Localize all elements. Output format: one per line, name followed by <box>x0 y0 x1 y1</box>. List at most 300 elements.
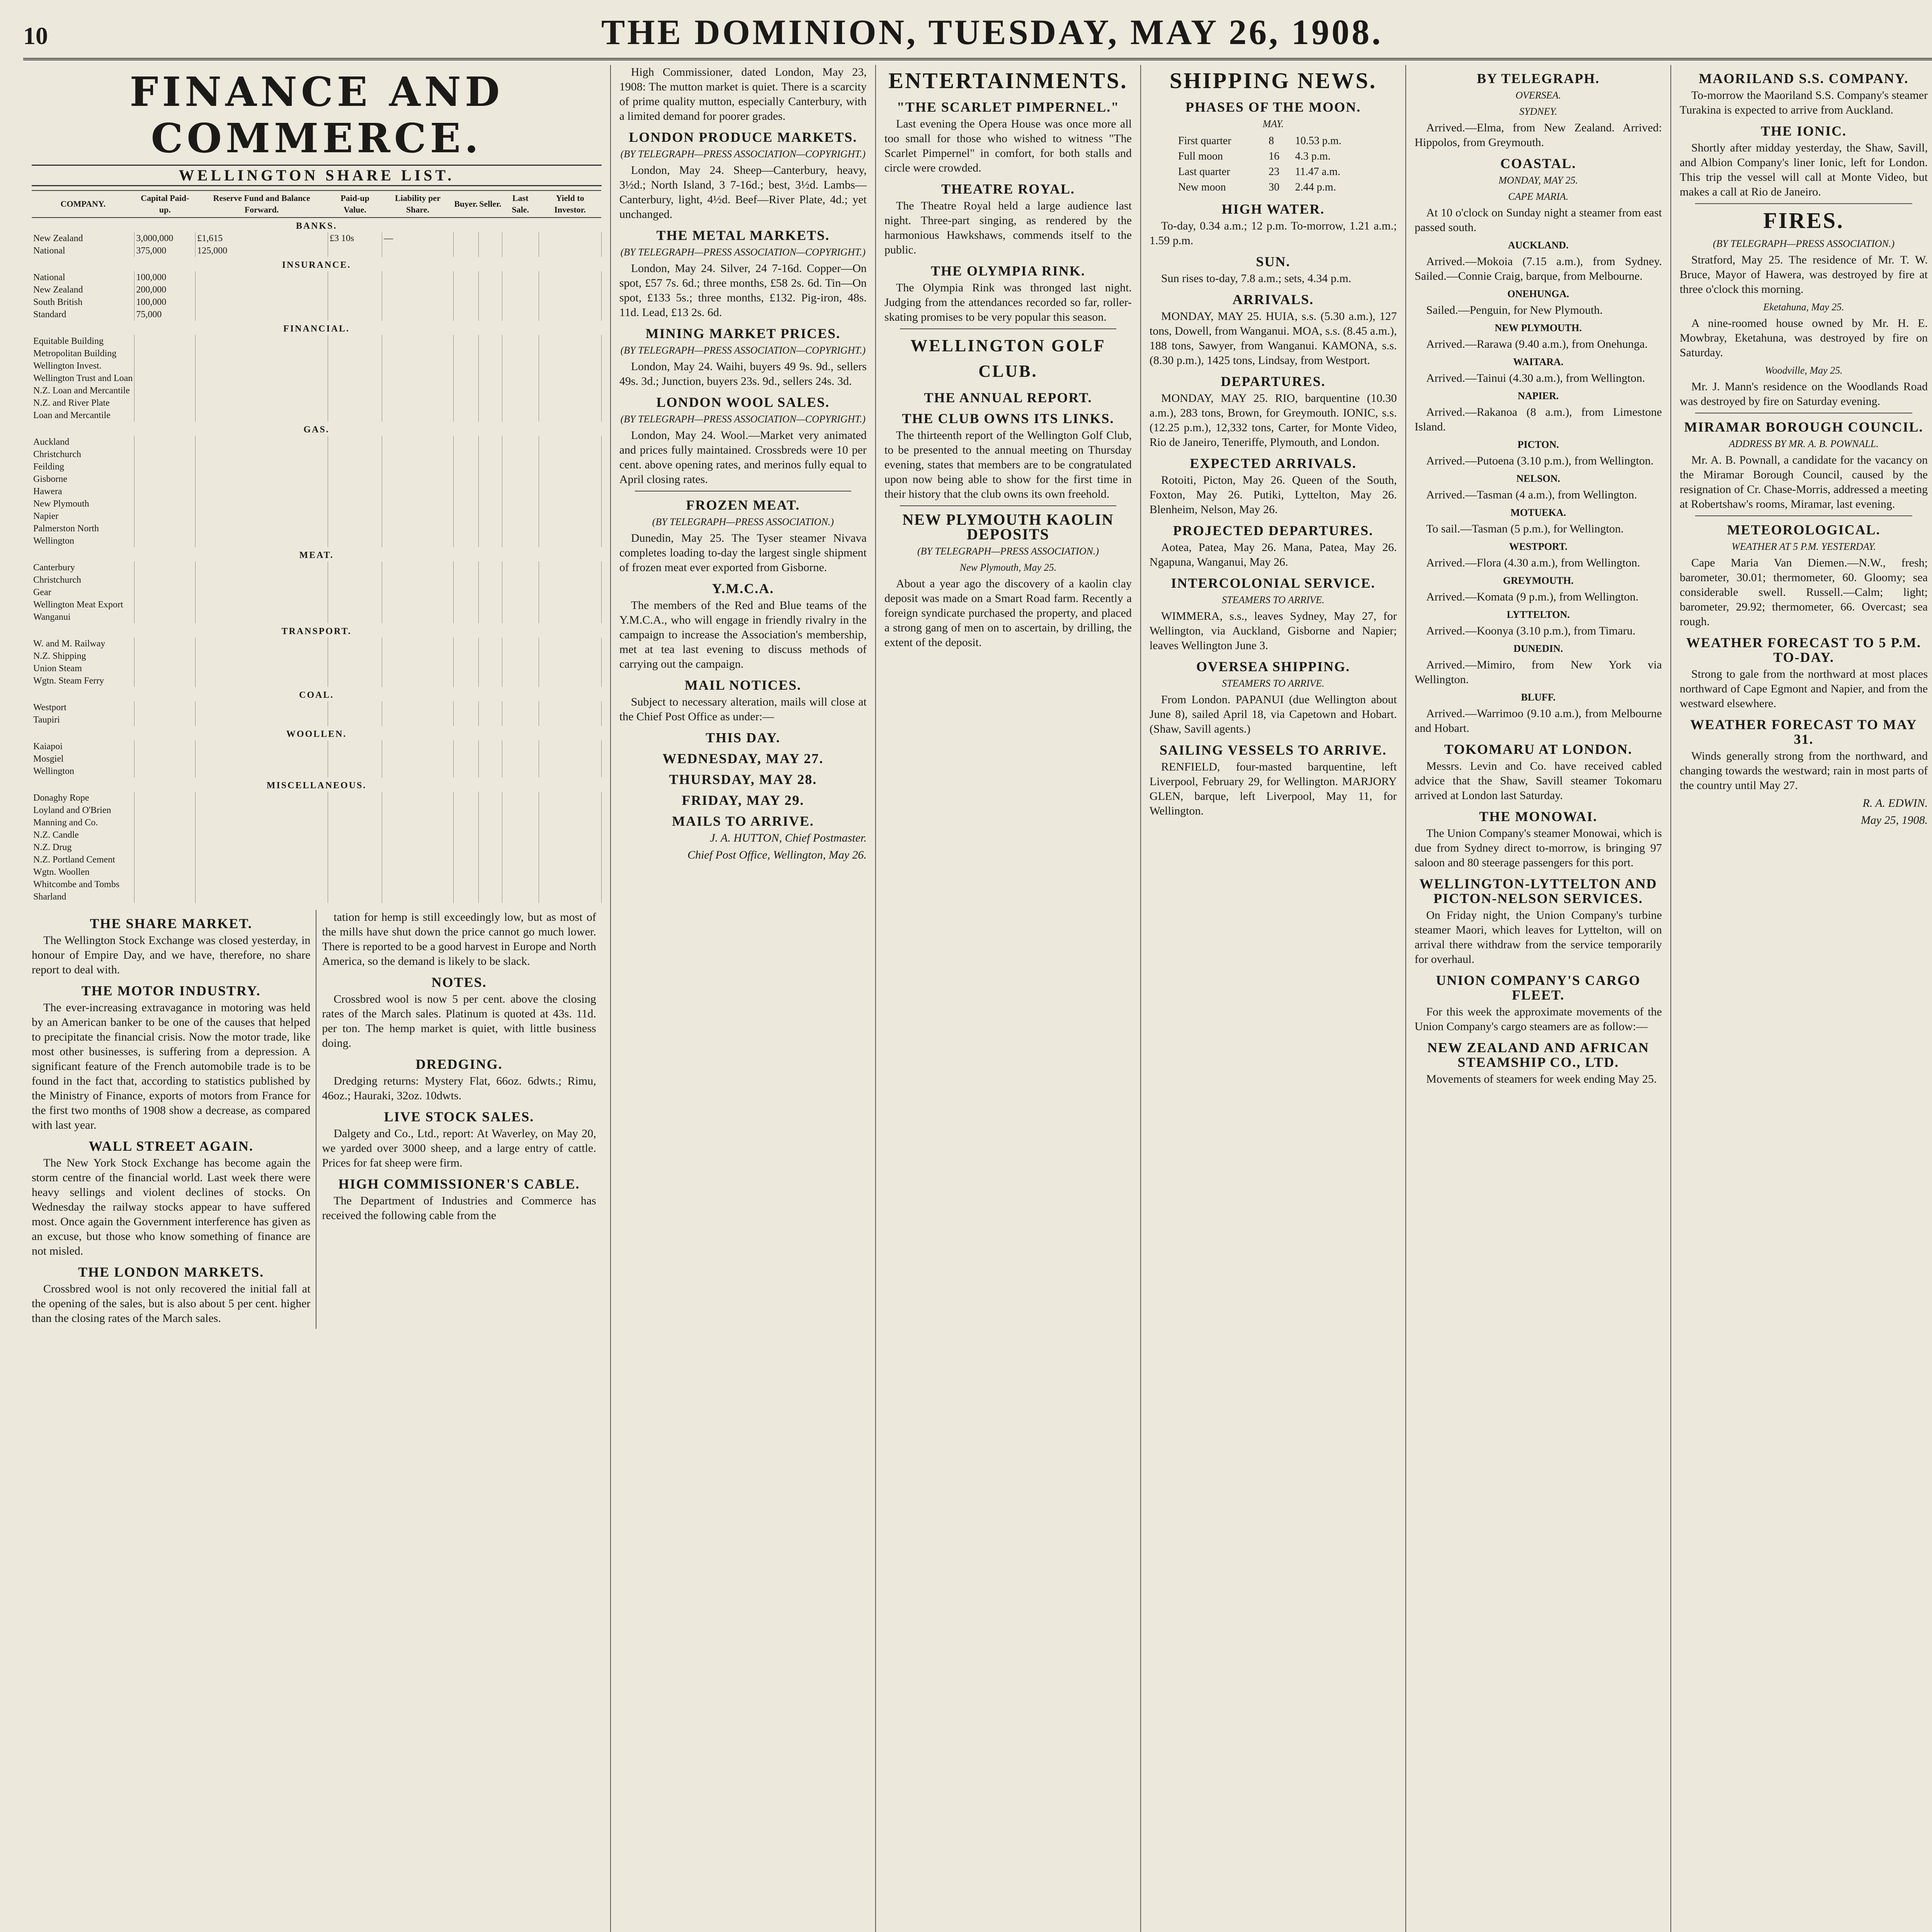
share-value-cell <box>502 650 539 662</box>
share-value-cell <box>134 753 196 765</box>
company-name-cell: Feilding <box>32 461 134 473</box>
oversea-sub: STEAMERS TO ARRIVE. <box>1222 678 1325 689</box>
port-name: DUNEDIN. <box>1514 643 1563 654</box>
share-value-cell <box>328 816 382 829</box>
share-value-cell <box>134 611 196 623</box>
share-value-cell <box>453 854 478 866</box>
share-value-cell <box>453 284 478 296</box>
expected-arrivals-text: Rotoiti, Picton, May 26. Queen of the South, Foxton, May 26. Putiki, Lyttelton, May 26. Blenheim, Nelson, May 26. <box>1149 474 1397 516</box>
company-name-cell: Gear <box>32 586 134 599</box>
share-value-cell <box>453 574 478 586</box>
share-value-cell <box>539 675 601 687</box>
telegraph-cape-maria-text: At 10 o'clock on Sunday night a steamer from east passed south. <box>1414 206 1662 234</box>
share-value-cell <box>196 586 328 599</box>
share-value-cell <box>196 714 328 726</box>
share-value-cell <box>478 611 502 623</box>
share-value-cell <box>539 308 601 321</box>
misc-column <box>1671 65 1932 1932</box>
pimpernel-heading: "THE SCARLET PIMPERNEL." <box>896 99 1120 115</box>
share-value-cell <box>478 245 502 257</box>
share-value-cell: 100,000 <box>134 271 196 284</box>
port-reports <box>1415 238 1662 736</box>
telegraph-sydney: SYDNEY. <box>1519 106 1557 117</box>
finance-articles <box>32 910 602 1329</box>
share-value-cell <box>196 740 328 753</box>
share-value-cell <box>196 372 328 384</box>
share-value-cell <box>328 792 382 804</box>
share-value-cell <box>134 650 196 662</box>
port-report-text: Arrived.—Mokoia (7.15 a.m.), from Sydney. Sailed.—Connie Craig, barque, from Melbourne. <box>1414 255 1662 282</box>
share-value-cell <box>539 841 601 854</box>
postmaster-signature: J. A. HUTTON, Chief Postmaster. <box>710 832 867 844</box>
share-category-label: GAS. <box>303 425 330 435</box>
company-name-cell: Loan and Mercantile <box>32 409 134 422</box>
oversea-text: From London. PAPANUI (due Wellington about June 8), sailed April 18, via Capetown and Hobart. (Shaw, Savill agents.) <box>1149 693 1397 735</box>
share-value-cell <box>328 611 382 623</box>
share-value-cell <box>502 675 539 687</box>
share-value-cell <box>453 510 478 522</box>
share-value-cell <box>328 461 382 473</box>
miramar-sub: ADDRESS BY MR. A. B. POWNALL. <box>1729 438 1879 449</box>
share-value-cell <box>382 714 454 726</box>
share-value-cell <box>453 675 478 687</box>
company-name-cell: Gisborne <box>32 473 134 485</box>
share-value-cell <box>478 335 502 347</box>
share-value-cell <box>502 522 539 535</box>
share-category-label: FINANCIAL. <box>283 324 350 334</box>
metal-text: London, May 24. Silver, 24 7-16d. Copper—On spot, £57 7s. 6d.; three months, £58 2s. 6d. Tin—On spot, £133 5s.; three months, £132. Pig-iron, 48s. 11d. Lead, £13 2s. 6d. <box>619 262 867 319</box>
share-value-cell: £3 10s <box>328 232 382 245</box>
share-value-cell <box>453 498 478 510</box>
company-name-cell: Christchurch <box>32 574 134 586</box>
share-value-cell <box>382 522 454 535</box>
finance-articles-left <box>32 910 316 1329</box>
share-value-cell <box>328 638 382 650</box>
table-row <box>32 473 601 485</box>
table-row <box>32 360 601 372</box>
woodville-text: Mr. J. Mann's residence on the Woodlands Road was destroyed by fire on Saturday evening. <box>1679 380 1928 408</box>
port-name: WAITARA. <box>1513 356 1564 367</box>
share-value-cell <box>196 891 328 903</box>
share-category-row <box>32 777 601 792</box>
share-value-cell <box>196 409 328 422</box>
company-name-cell: N.Z. and River Plate <box>32 397 134 409</box>
share-category-label: INSURANCE. <box>282 260 351 270</box>
dredging-heading: DREDGING. <box>415 1056 503 1072</box>
share-value-cell: 3,000,000 <box>134 232 196 245</box>
port-name: NELSON. <box>1516 473 1560 484</box>
table-row <box>32 586 601 599</box>
share-value-cell <box>134 829 196 841</box>
share-value-cell <box>134 335 196 347</box>
moon-phase-cell: 23 <box>1269 166 1280 178</box>
company-name-cell: Metropolitan Building <box>32 347 134 360</box>
share-value-cell <box>328 829 382 841</box>
company-name-cell: Equitable Building <box>32 335 134 347</box>
share-value-cell <box>453 866 478 878</box>
moon-table <box>1174 133 1372 196</box>
share-value-cell <box>382 372 454 384</box>
share-value-cell <box>134 372 196 384</box>
share-value-cell <box>502 574 539 586</box>
share-value-cell <box>134 841 196 854</box>
share-value-cell <box>502 372 539 384</box>
table-row <box>32 574 601 586</box>
share-value-cell <box>382 599 454 611</box>
share-value-cell <box>453 397 478 409</box>
company-name-cell: National <box>32 245 134 257</box>
table-row <box>32 397 601 409</box>
table-row <box>32 816 601 829</box>
share-value-cell <box>328 284 382 296</box>
moon-phase-cell: 4.3 p.m. <box>1295 150 1331 162</box>
company-name-cell: N.Z. Shipping <box>32 650 134 662</box>
share-value-cell <box>196 498 328 510</box>
company-name-cell: Manning and Co. <box>32 816 134 829</box>
share-value-cell <box>134 574 196 586</box>
share-value-cell <box>539 662 601 675</box>
london-markets-heading: THE LONDON MARKETS. <box>78 1264 264 1280</box>
wool-text: London, May 24. Wool.—Market very animated and prices fully maintained. Crossbreds were 10 per cent. above opening rates, and merinos fully equal to April closing rates. <box>619 429 867 486</box>
company-name-cell: Auckland <box>32 436 134 448</box>
share-value-cell <box>478 638 502 650</box>
share-value-cell <box>134 436 196 448</box>
share-category-row <box>32 623 601 638</box>
port-name: GREYMOUTH. <box>1503 575 1574 586</box>
share-value-cell <box>134 384 196 397</box>
share-column-header: Last Sale. <box>502 190 539 218</box>
port-report-text: Arrived.—Tasman (4 a.m.), from Wellington. <box>1426 488 1637 501</box>
live-stock-text: Dalgety and Co., Ltd., report: At Waverley, on May 20, we yarded over 3000 sheep, and a large entry of cattle. Prices for fat sheep were firm. <box>322 1127 596 1169</box>
share-value-cell <box>453 714 478 726</box>
share-value-cell <box>196 436 328 448</box>
share-value-cell <box>382 866 454 878</box>
table-row <box>32 829 601 841</box>
share-value-cell <box>453 522 478 535</box>
share-value-cell <box>196 638 328 650</box>
share-value-cell <box>134 498 196 510</box>
share-category-row <box>32 547 601 561</box>
share-value-cell <box>478 675 502 687</box>
share-value-cell <box>196 675 328 687</box>
share-category-label: MISCELLANEOUS. <box>266 781 367 791</box>
share-value-cell <box>196 574 328 586</box>
share-value-cell <box>453 436 478 448</box>
share-table-header <box>32 190 601 218</box>
share-value-cell <box>478 308 502 321</box>
share-value-cell <box>382 461 454 473</box>
share-value-cell <box>453 473 478 485</box>
table-row <box>32 792 601 804</box>
port-report-text: Arrived.—Flora (4.30 a.m.), from Wellington. <box>1426 556 1640 569</box>
share-value-cell <box>134 740 196 753</box>
company-name-cell: South British <box>32 296 134 308</box>
share-value-cell <box>328 662 382 675</box>
share-value-cell <box>478 714 502 726</box>
share-value-cell <box>382 360 454 372</box>
share-value-cell <box>134 397 196 409</box>
moon-phase-row <box>1175 149 1371 164</box>
share-value-cell <box>539 510 601 522</box>
eketahuna-text: A nine-roomed house owned by Mr. H. E. Mowbray, Eketahuna, was destroyed by fire on Saturday. <box>1679 317 1928 359</box>
divider <box>635 491 851 492</box>
table-row <box>32 878 601 891</box>
oversea-heading: OVERSEA SHIPPING. <box>1196 659 1350 674</box>
share-value-cell <box>382 535 454 547</box>
dredging-text: Dredging returns: Mystery Flat, 66oz. 6dwts.; Rimu, 46oz.; Hauraki, 32oz. 10dwts. <box>322 1075 596 1102</box>
share-value-cell <box>328 397 382 409</box>
share-value-cell <box>382 753 454 765</box>
moon-phase-cell: 10.53 p.m. <box>1295 135 1342 147</box>
company-name-cell: N.Z. Loan and Mercantile <box>32 384 134 397</box>
share-value-cell <box>453 765 478 777</box>
share-value-cell <box>196 701 328 714</box>
share-value-cell <box>502 714 539 726</box>
share-value-cell <box>539 714 601 726</box>
share-value-cell <box>478 372 502 384</box>
port-report-text: Arrived.—Rarawa (9.40 a.m.), from Onehunga. <box>1426 338 1648 350</box>
arrivals-heading: ARRIVALS. <box>1232 292 1314 307</box>
share-value-cell <box>453 308 478 321</box>
share-value-cell <box>453 740 478 753</box>
olympia-text: The Olympia Rink was thronged last night. Judging from the attendances recorded so far, roller-skating promises to be very popular this season. <box>884 281 1132 323</box>
company-name-cell: Sharland <box>32 891 134 903</box>
share-value-cell <box>478 473 502 485</box>
share-value-cell <box>328 384 382 397</box>
share-value-cell <box>382 841 454 854</box>
share-value-cell <box>478 296 502 308</box>
share-value-cell <box>478 535 502 547</box>
share-value-cell <box>453 804 478 816</box>
port-name: PICTON. <box>1517 439 1559 450</box>
share-column-header: Reserve Fund and Balance Forward. <box>196 190 328 218</box>
share-value-cell <box>502 360 539 372</box>
wool-heading: LONDON WOOL SALES. <box>656 395 830 410</box>
table-row <box>32 498 601 510</box>
company-name-cell: Wellington Trust and Loan <box>32 372 134 384</box>
forecast2-heading: WEATHER FORECAST TO MAY 31. <box>1690 717 1917 747</box>
mail-notices-text: Subject to necessary alteration, mails will close at the Chief Post Office as under:— <box>619 696 867 723</box>
table-row <box>32 436 601 448</box>
share-value-cell <box>196 448 328 461</box>
share-value-cell <box>328 854 382 866</box>
share-value-cell <box>196 866 328 878</box>
company-name-cell: Union Steam <box>32 662 134 675</box>
table-row <box>32 714 601 726</box>
table-row <box>32 701 601 714</box>
share-value-cell <box>502 510 539 522</box>
share-value-cell <box>478 792 502 804</box>
share-value-cell <box>382 650 454 662</box>
share-value-cell <box>539 586 601 599</box>
table-row <box>32 284 601 296</box>
share-value-cell <box>453 878 478 891</box>
share-value-cell <box>134 510 196 522</box>
share-value-cell <box>382 498 454 510</box>
share-value-cell <box>539 535 601 547</box>
share-column-header: Yield to Investor. <box>539 190 601 218</box>
share-value-cell <box>502 586 539 599</box>
company-name-cell: Westport <box>32 701 134 714</box>
share-value-cell <box>328 372 382 384</box>
share-value-cell <box>502 271 539 284</box>
share-value-cell <box>134 765 196 777</box>
share-value-cell <box>196 271 328 284</box>
share-value-cell <box>134 804 196 816</box>
monowai-text: The Union Company's steamer Monowai, which is due from Sydney direct to-morrow, is bringing 97 saloon and 80 steerage passengers for this port. <box>1414 827 1662 869</box>
share-value-cell <box>478 397 502 409</box>
table-row <box>32 535 601 547</box>
share-value-cell <box>453 347 478 360</box>
port-report-text: Arrived.—Komata (9 p.m.), from Wellington. <box>1426 590 1639 603</box>
share-value-cell <box>453 232 478 245</box>
company-name-cell: Wgtn. Steam Ferry <box>32 675 134 687</box>
share-value-cell <box>502 284 539 296</box>
share-value-cell <box>328 436 382 448</box>
company-name-cell: Napier <box>32 510 134 522</box>
share-value-cell <box>328 574 382 586</box>
share-value-cell <box>502 841 539 854</box>
share-value-cell <box>478 485 502 498</box>
share-value-cell <box>382 271 454 284</box>
share-value-cell <box>478 271 502 284</box>
share-value-cell <box>453 384 478 397</box>
port-name: BLUFF. <box>1521 692 1556 703</box>
table-row <box>32 308 601 321</box>
share-value-cell <box>134 522 196 535</box>
share-value-cell <box>502 599 539 611</box>
company-name-cell: Christchurch <box>32 448 134 461</box>
share-list-table <box>32 190 602 903</box>
share-category-row <box>32 422 601 436</box>
share-value-cell <box>382 638 454 650</box>
share-value-cell <box>502 816 539 829</box>
masthead <box>23 12 1932 60</box>
golf-text: The thirteenth report of the Wellington Golf Club, to be presented to the annual meeting on Thursday evening, states that members are to be congratulated upon now being able to show for the first time in their history that the club owns its own freehold. <box>884 429 1132 500</box>
share-value-cell <box>134 675 196 687</box>
table-row <box>32 611 601 623</box>
divider <box>900 505 1116 506</box>
meteorological-text: Cape Maria Van Diemen.—N.W., fresh; barometer, 30.01; thermometer, 60. Gloomy; sea considerable swell. Russell.—Calm; light; barometer, 29.92; thermometer, 66. Overcast; sea rough. <box>1679 556 1928 628</box>
fires-heading: FIRES. <box>1763 208 1844 233</box>
share-value-cell <box>196 473 328 485</box>
metal-byline: (BY TELEGRAPH—PRESS ASSOCIATION—COPYRIGHT.) <box>620 247 866 258</box>
share-value-cell <box>134 866 196 878</box>
moon-phase-cell: 8 <box>1269 135 1274 147</box>
port-report-text: Sailed.—Penguin, for New Plymouth. <box>1426 304 1603 316</box>
share-value-cell <box>196 296 328 308</box>
share-value-cell <box>478 854 502 866</box>
company-name-cell: National <box>32 271 134 284</box>
share-value-cell <box>196 753 328 765</box>
share-value-cell <box>502 662 539 675</box>
share-value-cell <box>502 792 539 804</box>
share-value-cell <box>196 485 328 498</box>
frozen-meat-byline: (BY TELEGRAPH—PRESS ASSOCIATION.) <box>652 516 834 527</box>
share-value-cell <box>539 372 601 384</box>
share-value-cell <box>539 611 601 623</box>
company-name-cell: Donaghy Rope <box>32 792 134 804</box>
share-value-cell <box>478 841 502 854</box>
share-value-cell <box>539 816 601 829</box>
share-value-cell <box>328 650 382 662</box>
share-value-cell <box>478 360 502 372</box>
share-value-cell <box>502 829 539 841</box>
share-value-cell <box>328 804 382 816</box>
share-value-cell <box>134 662 196 675</box>
ferry-text: On Friday night, the Union Company's turbine steamer Maori, which leaves for Lyttelton, will on arrival there withdraw from the service temporarily for overhaul. <box>1414 909 1662 966</box>
share-value-cell <box>382 891 454 903</box>
page-number: 10 <box>23 22 48 49</box>
table-row <box>32 599 601 611</box>
ymca-text: The members of the Red and Blue teams of the Y.M.C.A., who will engage in friendly rivalry in the campaign to increase the Association's membership, met at tea last evening to discuss methods of carrying out the campaign. <box>619 599 867 670</box>
frozen-meat-heading: FROZEN MEAT. <box>686 497 800 513</box>
company-name-cell: Mosgiel <box>32 753 134 765</box>
share-value-cell <box>502 854 539 866</box>
fires-byline: (BY TELEGRAPH—PRESS ASSOCIATION.) <box>1713 238 1895 249</box>
page-title: THE DOMINION, TUESDAY, MAY 26, 1908. <box>601 12 1383 52</box>
share-value-cell <box>134 409 196 422</box>
share-column-header: Liability per Share. <box>382 190 454 218</box>
share-category-label: BANKS. <box>296 221 337 231</box>
company-name-cell: Wellington Meat Export <box>32 599 134 611</box>
forecast-heading: WEATHER FORECAST TO 5 P.M. TO-DAY. <box>1686 635 1922 665</box>
company-name-cell: Hawera <box>32 485 134 498</box>
share-value-cell <box>382 611 454 623</box>
share-value-cell: 75,000 <box>134 308 196 321</box>
share-value-cell <box>539 461 601 473</box>
share-value-cell <box>134 891 196 903</box>
share-value-cell <box>539 650 601 662</box>
share-value-cell <box>196 816 328 829</box>
share-column-header: Capital Paid-up. <box>134 190 196 218</box>
share-value-cell <box>502 611 539 623</box>
share-value-cell <box>134 347 196 360</box>
share-value-cell <box>478 347 502 360</box>
share-value-cell <box>134 714 196 726</box>
theatre-royal-text: The Theatre Royal held a large audience last night. Three-part singing, as rendered by the harmonious Hawkshaws, commends itself to the public. <box>884 199 1132 256</box>
table-row <box>32 245 601 257</box>
share-value-cell <box>196 792 328 804</box>
company-name-cell: Kaiapoi <box>32 740 134 753</box>
share-value-cell <box>382 804 454 816</box>
telegraph-coastal-date: MONDAY, MAY 25. <box>1498 175 1578 186</box>
company-name-cell: New Plymouth <box>32 498 134 510</box>
share-value-cell <box>502 397 539 409</box>
share-value-cell <box>502 485 539 498</box>
share-value-cell <box>502 535 539 547</box>
share-value-cell <box>328 335 382 347</box>
share-value-cell <box>453 485 478 498</box>
eketahuna-place: Eketahuna, May 25. <box>1763 301 1844 313</box>
share-value-cell <box>539 740 601 753</box>
port-report-text: To sail.—Tasman (5 p.m.), for Wellington. <box>1426 522 1624 535</box>
produce-heading: LONDON PRODUCE MARKETS. <box>629 129 857 145</box>
share-value-cell <box>382 436 454 448</box>
share-value-cell <box>539 574 601 586</box>
motor-industry-text: The ever-increasing extravagance in motoring was held by an American banker to be one of the causes that helped to precipitate the financial crisis. Now the motor trade, like most other businesses, is suffering from a depression. A significant feature of the French automobile trade is to be found in the fact that, according to statistics published by the Ministry of Finance, exports of motors from France for the first two months of 1908 show a decrease, as compared with last year. <box>32 1001 311 1131</box>
wool-byline: (BY TELEGRAPH—PRESS ASSOCIATION—COPYRIGHT.) <box>620 413 866 425</box>
expected-arrivals-heading: EXPECTED ARRIVALS. <box>1190 456 1357 471</box>
cable-continued: High Commissioner, dated London, May 23, 1908: The mutton market is quiet. There is a scarcity of prime quality mutton, especially Canterbury, with a limited demand for poorer grades. <box>619 66 867 122</box>
share-value-cell <box>453 245 478 257</box>
share-value-cell: £1,615 <box>196 232 328 245</box>
miramar-heading: MIRAMAR BOROUGH COUNCIL. <box>1684 419 1923 435</box>
share-value-cell <box>382 740 454 753</box>
cargo-fleet-heading: UNION COMPANY'S CARGO FLEET. <box>1436 973 1641 1003</box>
port-name: WESTPORT. <box>1509 541 1568 552</box>
ionic-heading: THE IONIC. <box>1760 123 1847 139</box>
